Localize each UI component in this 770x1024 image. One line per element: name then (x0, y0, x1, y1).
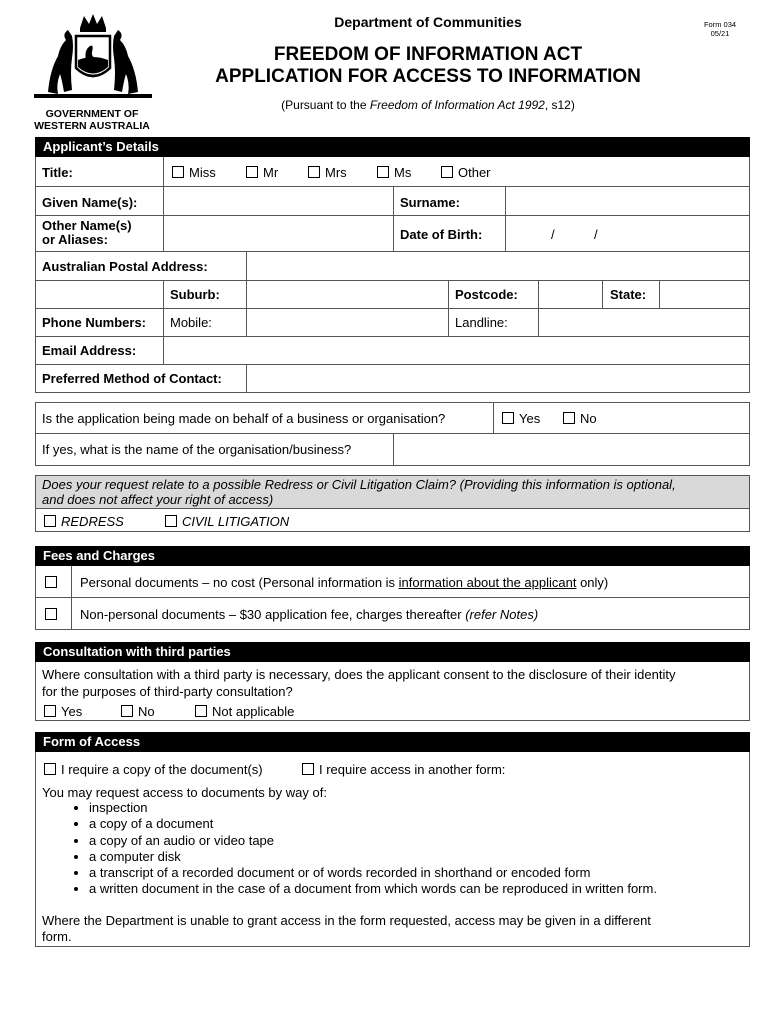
consultation-heading: Consultation with third parties (35, 642, 750, 662)
postcode-field[interactable] (539, 281, 601, 307)
fee-personal-text: Personal documents – no cost (Personal information is information about the applicant only) (80, 575, 609, 590)
access-intro: You may request access to documents by way of: (42, 785, 327, 800)
list-item: • a copy of a document (89, 816, 769, 832)
postcode-label: Postcode: (455, 287, 518, 302)
fee-personal-checkbox[interactable] (45, 575, 62, 590)
fee-nonpersonal-text: Non-personal documents – $30 application fee, charges thereafter (refer Notes) (80, 607, 539, 622)
other-names-label: Other Name(s) or Aliases: (42, 218, 132, 247)
mobile-field[interactable] (247, 309, 447, 335)
applicant-details-heading: Applicant’s Details (35, 137, 750, 157)
title-option-other[interactable]: Other (441, 165, 491, 180)
landline-field[interactable] (539, 309, 748, 335)
business-name-field[interactable] (394, 434, 748, 464)
form-title: FREEDOM OF INFORMATION ACT APPLICATION FOR ACCESS TO INFORMATION (215, 44, 641, 87)
checkbox[interactable] (45, 608, 57, 620)
access-copy-option[interactable]: I require a copy of the document(s) (44, 762, 263, 777)
postal-address-label: Australian Postal Address: (42, 259, 208, 274)
postal-address-field[interactable] (247, 252, 748, 279)
coat-of-arms-logo (28, 10, 158, 100)
state-label: State: (610, 287, 647, 302)
surname-field[interactable] (506, 187, 748, 214)
given-names-label: Given Name(s): (42, 195, 138, 210)
redress-option[interactable]: REDRESS (44, 514, 124, 529)
civil-litigation-option[interactable]: CIVIL LITIGATION (165, 514, 289, 529)
title-label: Title: (42, 165, 73, 180)
business-name-question: If yes, what is the name of the organisation/business? (42, 442, 352, 457)
access-other-form-option[interactable]: I require access in another form: (302, 762, 505, 777)
fee-nonpersonal-checkbox[interactable] (45, 607, 62, 622)
mobile-label: Mobile: (170, 315, 212, 330)
checkbox[interactable] (45, 576, 57, 588)
email-label: Email Address: (42, 343, 137, 358)
checkbox[interactable] (165, 515, 177, 527)
checkbox[interactable] (246, 166, 258, 178)
dob-label: Date of Birth: (400, 227, 483, 242)
title-option-miss[interactable]: Miss (172, 165, 216, 180)
government-label: GOVERNMENT OF WESTERN AUSTRALIA (34, 108, 150, 132)
list-item: • a transcript of a recorded document or of words recorded in shorthand or encoded form (89, 865, 769, 881)
email-field[interactable] (164, 337, 748, 363)
dob-separator: / (551, 227, 555, 242)
surname-label: Surname: (400, 195, 460, 210)
given-names-field[interactable] (164, 187, 392, 214)
list-item: • inspection (89, 800, 769, 816)
list-item: • a written document in the case of a document from which words can be reproduced in written form. (89, 881, 769, 897)
redress-question: Does your request relate to a possible Redress or Civil Litigation Claim? (Providing this information is optional, and does not affect your right of access) (42, 477, 676, 507)
list-item: • a copy of an audio or video tape (89, 833, 769, 849)
title-option-mr[interactable]: Mr (246, 165, 278, 180)
preferred-contact-label: Preferred Method of Contact: (42, 371, 222, 386)
checkbox[interactable] (44, 705, 56, 717)
title-option-ms[interactable]: Ms (377, 165, 411, 180)
other-names-field[interactable] (164, 216, 392, 250)
state-field[interactable] (660, 281, 748, 307)
checkbox[interactable] (441, 166, 453, 178)
suburb-label: Suburb: (170, 287, 220, 302)
checkbox[interactable] (377, 166, 389, 178)
preferred-contact-field[interactable] (247, 365, 748, 391)
dob-field[interactable] (506, 216, 748, 250)
checkbox[interactable] (563, 412, 575, 424)
checkbox[interactable] (302, 763, 314, 775)
title-option-mrs[interactable]: Mrs (308, 165, 347, 180)
checkbox[interactable] (44, 515, 56, 527)
consultation-question: Where consultation with a third party is necessary, does the applicant consent to the disclosure of their identity for the purposes of third-party consultation? (42, 667, 676, 699)
fees-heading: Fees and Charges (35, 546, 750, 566)
business-yes-option[interactable]: Yes (502, 411, 540, 426)
form-number: Form 034 05/21 (703, 20, 737, 38)
business-no-option[interactable]: No (563, 411, 597, 426)
phone-numbers-label: Phone Numbers: (42, 315, 147, 330)
form-subtitle: (Pursuant to the Freedom of Information Act 1992, s12) (281, 98, 575, 112)
checkbox[interactable] (121, 705, 133, 717)
consultation-no-option[interactable]: No (121, 704, 155, 719)
checkbox[interactable] (172, 166, 184, 178)
access-note: Where the Department is unable to grant access in the form requested, access may be given in a different form. (42, 913, 651, 944)
form-of-access-heading: Form of Access (35, 732, 750, 752)
access-methods-list (42, 800, 769, 898)
landline-label: Landline: (455, 315, 508, 330)
list-item: • a computer disk (89, 849, 769, 865)
checkbox[interactable] (308, 166, 320, 178)
consultation-na-option[interactable]: Not applicable (195, 704, 294, 719)
suburb-field[interactable] (247, 281, 447, 307)
business-question: Is the application being made on behalf of a business or organisation? (42, 411, 446, 426)
dob-separator: / (594, 227, 598, 242)
checkbox[interactable] (44, 763, 56, 775)
department-name: Department of Communities (334, 14, 522, 30)
checkbox[interactable] (195, 705, 207, 717)
consultation-yes-option[interactable]: Yes (44, 704, 82, 719)
checkbox[interactable] (502, 412, 514, 424)
